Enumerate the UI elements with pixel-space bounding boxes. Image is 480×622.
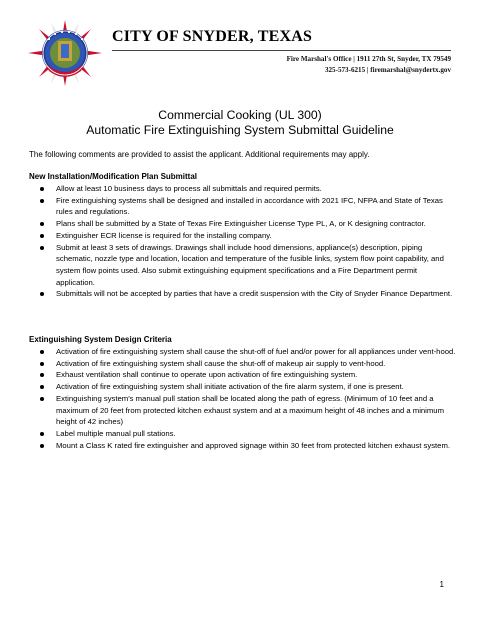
city-title: CITY OF SNYDER, TEXAS (112, 28, 313, 45)
list-item (38, 242, 458, 289)
list-item (38, 230, 458, 242)
list-item-text: Activation of fire extinguishing system shall cause the shut-off of fuel and/or power for all appliances under vent-hood. (56, 347, 456, 356)
document-title-line-2: Automatic Fire Extinguishing System Submittal Guideline (86, 123, 394, 137)
list-item (38, 218, 458, 230)
bullet-icon (40, 292, 44, 296)
bullet-icon (40, 222, 44, 226)
list-item (38, 183, 458, 195)
bullet-icon (40, 199, 44, 203)
list-item (38, 381, 458, 393)
office-address: Fire Marshal's Office | 1911 27th St, Snyder, TX 79549 (286, 55, 451, 63)
intro-paragraph: The following comments are provided to assist the applicant. Additional requirements may apply. (29, 150, 370, 159)
document-title-line-1: Commercial Cooking (UL 300) (158, 108, 322, 122)
city-seal-icon (27, 20, 103, 86)
plan-submittal-list (38, 183, 458, 300)
list-item-text: Activation of fire extinguishing system shall initiate activation of the fire alarm system, if one is present. (56, 382, 404, 392)
bullet-icon (40, 444, 44, 448)
list-item-text: Activation of fire extinguishing system shall cause the shut-off of makeup air supply to vent-hood. (56, 358, 386, 368)
design-criteria-list (38, 346, 458, 451)
list-item-text: Extinguisher ECR license is required for the installing company. (56, 230, 272, 240)
list-item-text: Allow at least 10 business days to process all submittals and required permits. (56, 184, 322, 193)
bullet-icon (40, 246, 44, 250)
list-item-text: Submittals will not be accepted by parties that have a credit suspension with the City of Snyder Finance Department. (56, 289, 453, 299)
list-item (38, 440, 458, 452)
list-item-text: Label multiple manual pull stations. (56, 428, 176, 438)
list-item-text: Extinguishing system's manual pull station shall be located along the path of egress. (Minimum of 10 feet and a maximum of 20 feet from protected kitchen exhaust system and at a maximum height of 48 inches and a minimum height of 42 inches) (56, 393, 444, 427)
list-item (38, 428, 458, 440)
list-item (38, 393, 458, 428)
list-item (38, 346, 458, 358)
section-heading-plan-submittal: New Installation/Modification Plan Submittal (29, 172, 198, 181)
header-divider (112, 50, 451, 51)
page-number: 1 (439, 580, 444, 589)
list-item-text: Exhaust ventilation shall continue to operate upon activation of fire extinguishing system. (56, 370, 358, 380)
bullet-icon (40, 397, 44, 401)
list-item (38, 358, 458, 370)
bullet-icon (40, 385, 44, 389)
bullet-icon (40, 187, 44, 191)
bullet-icon (40, 350, 44, 354)
list-item-text: Mount a Class K rated fire extinguisher and approved signage within 30 feet from protected kitchen exhaust system. (56, 440, 450, 450)
list-item (38, 369, 458, 381)
list-item (38, 288, 458, 300)
bullet-icon (40, 373, 44, 377)
bullet-icon (40, 362, 44, 366)
list-item-text: Submit at least 3 sets of drawings. Drawings shall include hood dimensions, appliance(s) description, piping schematic, nozzle type and location, location and temperature of the fusible links, system flow point capability, and system flow points used. Also submit extinguishing equipment specifications and a Fire Department permit application. (56, 242, 444, 287)
list-item-text: Fire extinguishing systems shall be designed and installed in accordance with 2021 IFC, NFPA and State of Texas rules and regulations. (56, 195, 443, 217)
list-item (38, 195, 458, 218)
list-item-text: Plans shall be submitted by a State of Texas Fire Extinguisher License Type PL, A, or K designing contractor. (56, 219, 426, 229)
bullet-icon (40, 432, 44, 436)
bullet-icon (40, 234, 44, 238)
section-heading-design-criteria: Extinguishing System Design Criteria (29, 335, 172, 344)
office-contact: 325-573-6215 | firemarshal@snydertx.gov (324, 66, 451, 74)
